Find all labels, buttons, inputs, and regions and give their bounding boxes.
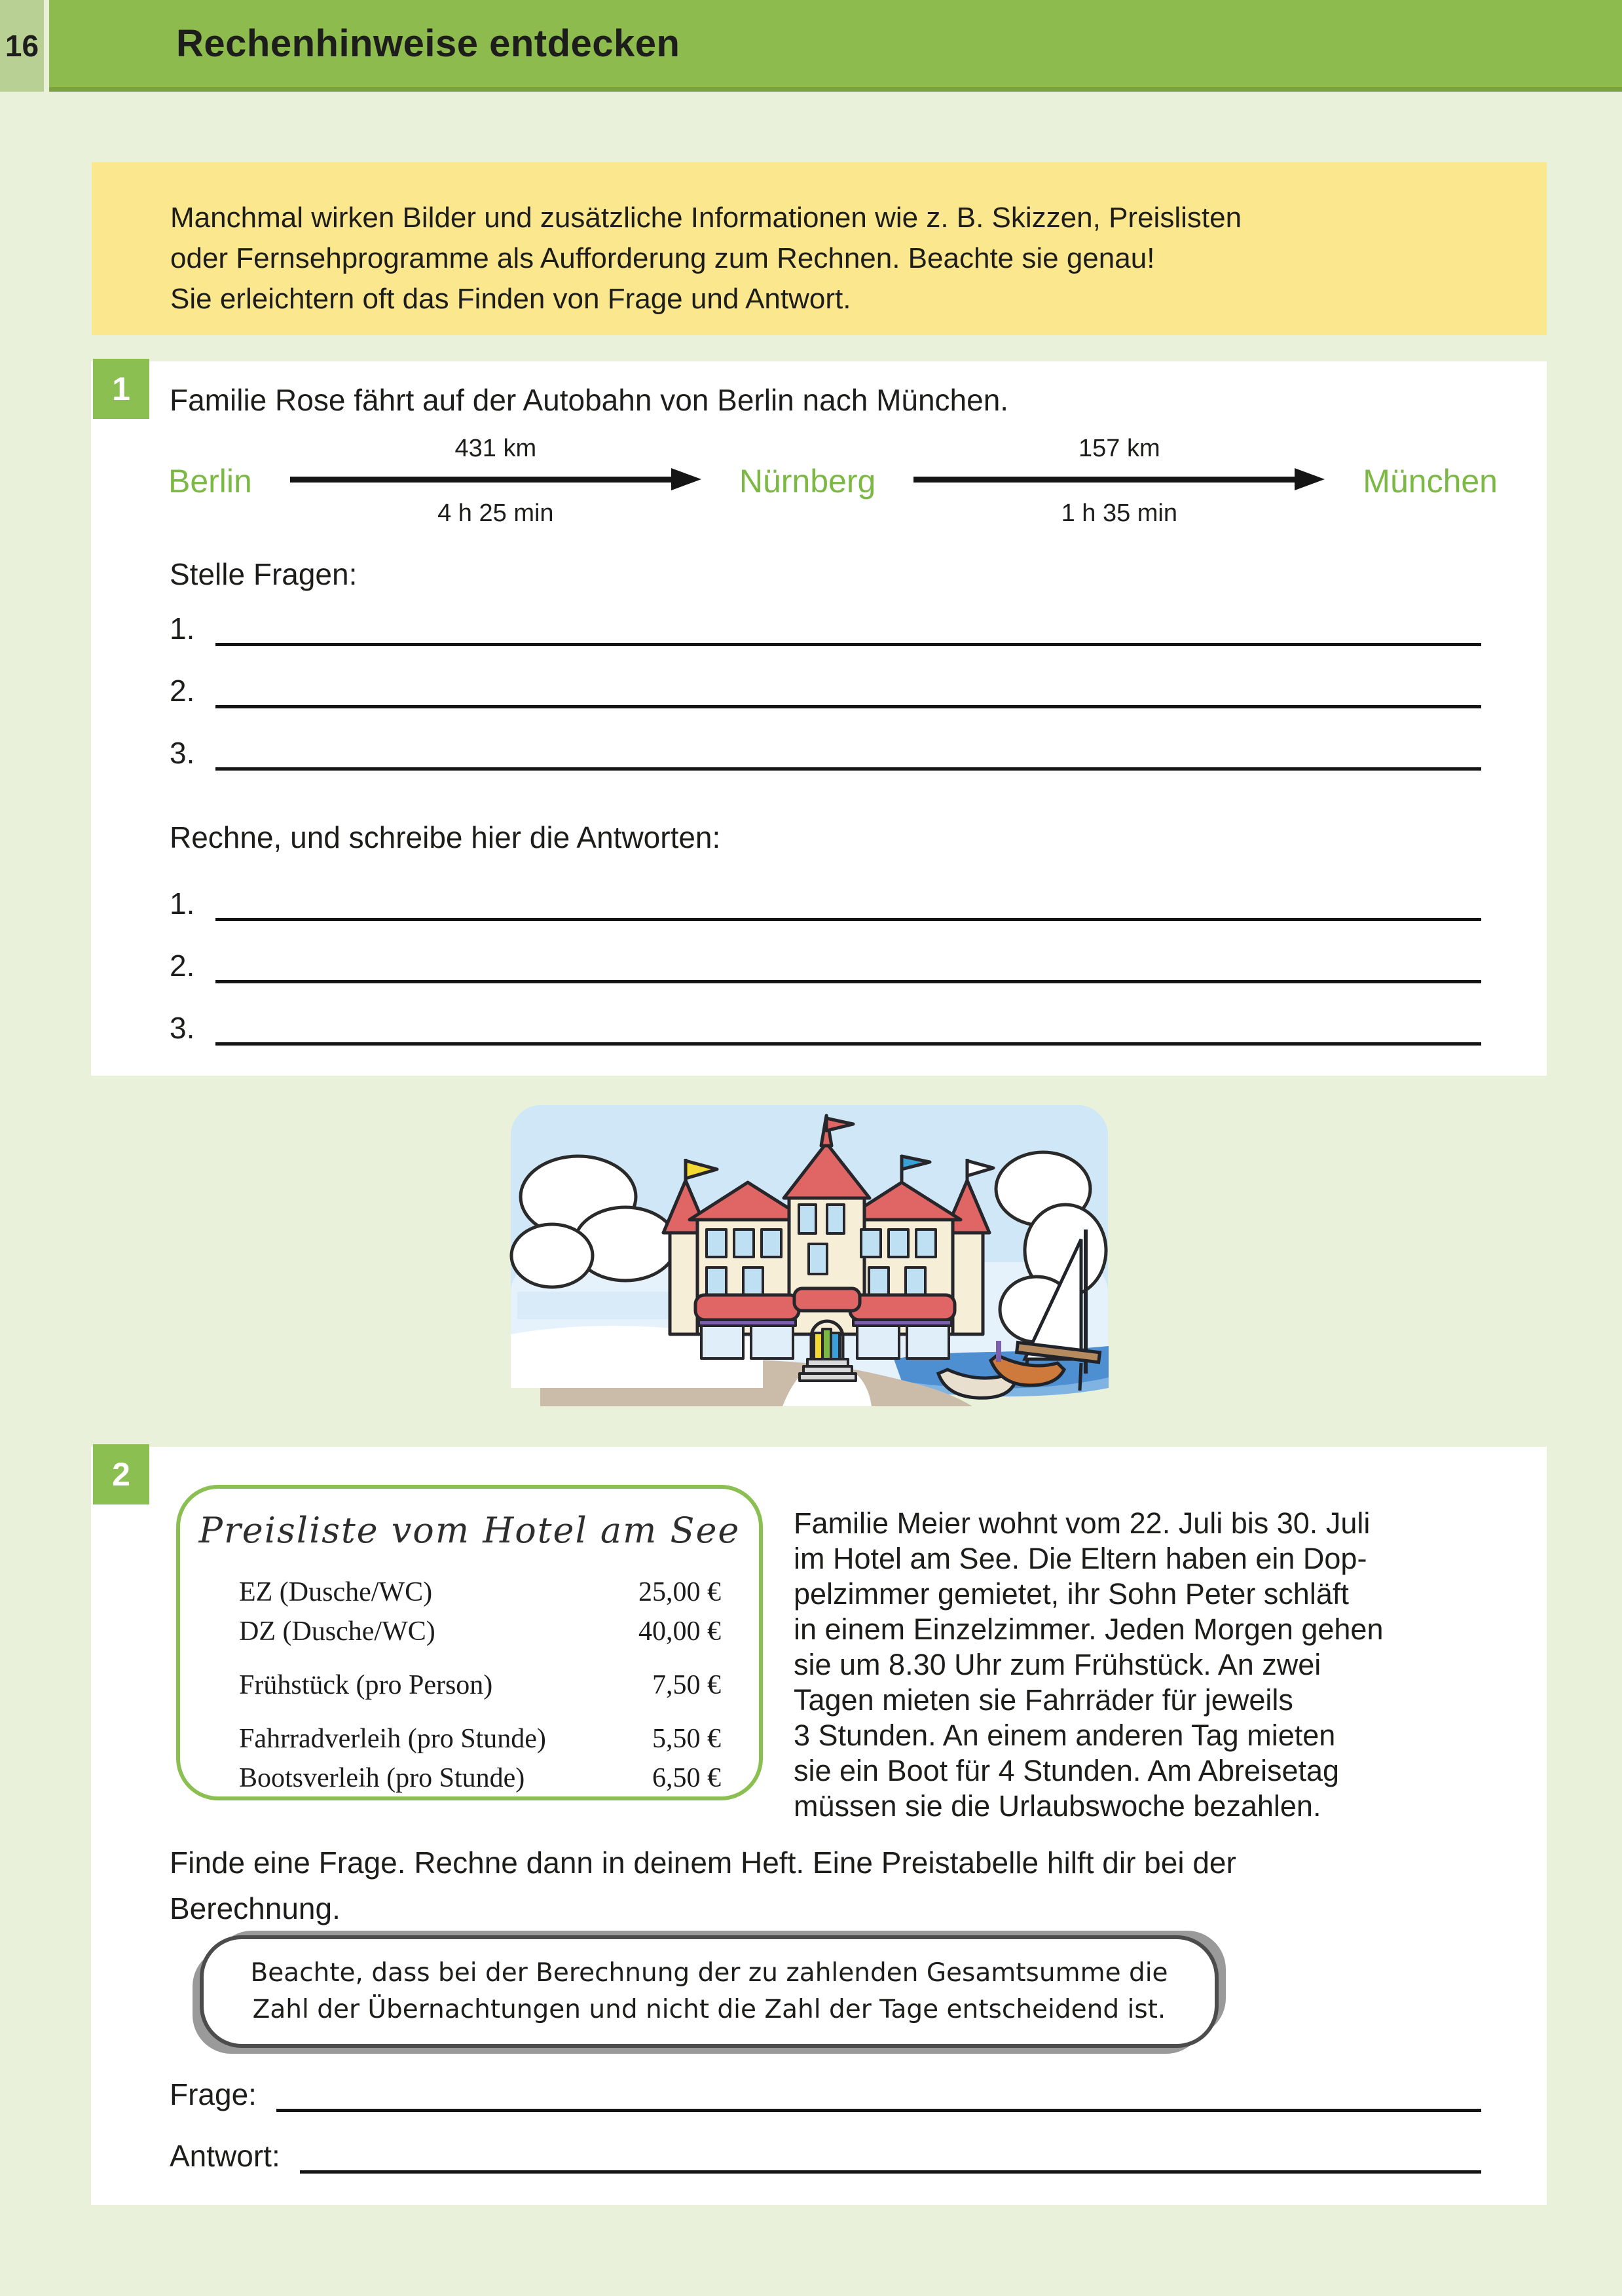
question-line-row xyxy=(170,646,1481,708)
task1-card xyxy=(91,361,1547,1076)
story-line: sie um 8.30 Uhr zum Frühstück. An zwei xyxy=(794,1648,1321,1681)
page-number: 16 xyxy=(5,29,39,63)
price-value: 7,50 € xyxy=(652,1670,721,1700)
blank-writing-line xyxy=(276,2109,1481,2112)
page-title: Rechenhinweise entdecken xyxy=(176,22,680,65)
chapter-header xyxy=(49,0,1622,92)
answer-line-row xyxy=(170,983,1481,1046)
line-number: 1. xyxy=(170,611,195,646)
route-diagram xyxy=(168,435,1498,528)
price-list-rows xyxy=(239,1576,721,1795)
story-line: Tagen mieten sie Fahrräder für jeweils xyxy=(794,1683,1293,1717)
blank-writing-line xyxy=(215,918,1481,921)
route-city-nuernberg: Nürnberg xyxy=(739,463,876,500)
right-arrow-icon xyxy=(913,468,1325,490)
task1-intro: Familie Rose fährt auf der Autobahn von Berlin nach München. xyxy=(170,383,1009,417)
line-number: 3. xyxy=(170,736,195,770)
info-box xyxy=(92,162,1547,335)
info-line: Manchmal wirken Bilder und zusätzliche Informationen wie z. B. Skizzen, Preislisten xyxy=(170,202,1242,234)
blank-writing-line xyxy=(215,1042,1481,1046)
task1-badge: 1 xyxy=(93,359,149,419)
price-label: DZ (Dusche/WC) xyxy=(239,1616,435,1647)
hint-line: Zahl der Übernachtungen und nicht die Zahl der Tage entscheidend ist. xyxy=(252,1995,1166,2024)
leg2-distance: 157 km xyxy=(1078,435,1160,462)
blank-writing-line xyxy=(300,2170,1481,2174)
blank-writing-line xyxy=(215,767,1481,771)
task2-story xyxy=(794,1506,1383,1824)
answer-line-row xyxy=(170,921,1481,983)
task2-card xyxy=(91,1447,1547,2205)
leg1-duration: 4 h 25 min xyxy=(437,500,554,527)
task2-instruction xyxy=(170,1840,1236,1931)
info-line: Sie erleichtern oft das Finden von Frage und Antwort. xyxy=(170,283,851,315)
story-line: Familie Meier wohnt vom 22. Juli bis 30. Juli xyxy=(794,1506,1371,1540)
hotel-lake-illustration xyxy=(501,1099,1120,1412)
line-number: 3. xyxy=(170,1011,195,1045)
right-arrow-icon xyxy=(290,468,701,490)
blank-writing-line xyxy=(215,705,1481,708)
price-label: Frühstück (pro Person) xyxy=(239,1670,493,1700)
price-value: 40,00 € xyxy=(638,1616,721,1647)
price-row xyxy=(239,1576,721,1609)
answer-label: Antwort: xyxy=(170,2139,280,2173)
route-leg-1 xyxy=(290,435,701,528)
price-label: Bootsverleih (pro Stunde) xyxy=(239,1763,525,1793)
instruction-line: Finde eine Frage. Rechne dann in deinem Heft. Eine Preistabelle hilft dir bei der xyxy=(170,1846,1236,1880)
price-row xyxy=(239,1762,721,1795)
price-row xyxy=(239,1669,721,1702)
route-city-berlin: Berlin xyxy=(168,463,252,500)
route-leg-2 xyxy=(913,435,1325,528)
leg1-distance: 431 km xyxy=(454,435,537,462)
story-line: sie ein Boot für 4 Stunden. Am Abreisetag xyxy=(794,1754,1340,1787)
story-line: pelzimmer gemietet, ihr Sohn Peter schläft xyxy=(794,1577,1349,1611)
price-row xyxy=(239,1722,721,1755)
page-number-box xyxy=(0,0,44,92)
answer-field-row xyxy=(170,2136,1481,2174)
question-line-row xyxy=(170,584,1481,646)
price-list-title: Preisliste vom Hotel am See xyxy=(198,1510,741,1551)
price-value: 6,50 € xyxy=(652,1763,721,1793)
answers-label: Rechne, und schreibe hier die Antworten: xyxy=(170,820,721,854)
question-label: Frage: xyxy=(170,2077,257,2111)
price-value: 5,50 € xyxy=(652,1724,721,1754)
line-number: 2. xyxy=(170,674,195,708)
story-line: 3 Stunden. An einem anderen Tag mieten xyxy=(794,1719,1336,1752)
line-number: 2. xyxy=(170,949,195,983)
task2-badge: 2 xyxy=(93,1444,149,1504)
answer-lines xyxy=(170,859,1481,1046)
question-field-row xyxy=(170,2074,1481,2112)
route-city-muenchen: München xyxy=(1363,463,1498,500)
story-line: in einem Einzelzimmer. Jeden Morgen gehen xyxy=(794,1613,1384,1646)
price-label: Fahrradverleih (pro Stunde) xyxy=(239,1724,546,1754)
price-label: EZ (Dusche/WC) xyxy=(239,1577,433,1607)
blank-writing-line xyxy=(215,980,1481,983)
questions-label: Stelle Fragen: xyxy=(170,557,358,591)
story-line: müssen sie die Urlaubswoche bezahlen. xyxy=(794,1789,1321,1823)
price-list xyxy=(176,1485,763,1800)
line-number: 1. xyxy=(170,886,195,920)
answer-line-row xyxy=(170,859,1481,921)
question-line-row xyxy=(170,708,1481,771)
price-value: 25,00 € xyxy=(638,1577,721,1607)
instruction-line: Berechnung. xyxy=(170,1891,341,1925)
hint-line: Beachte, dass bei der Berechnung der zu zahlenden Gesamtsumme die xyxy=(250,1958,1168,1988)
price-row xyxy=(239,1615,721,1648)
leg2-duration: 1 h 35 min xyxy=(1061,500,1178,527)
hint-bubble xyxy=(200,1935,1219,2048)
story-line: im Hotel am See. Die Eltern haben ein Dop- xyxy=(794,1542,1367,1575)
blank-writing-line xyxy=(215,643,1481,646)
info-line: oder Fernsehprogramme als Aufforderung zum Rechnen. Beachte sie genau! xyxy=(170,242,1155,274)
question-lines xyxy=(170,584,1481,771)
